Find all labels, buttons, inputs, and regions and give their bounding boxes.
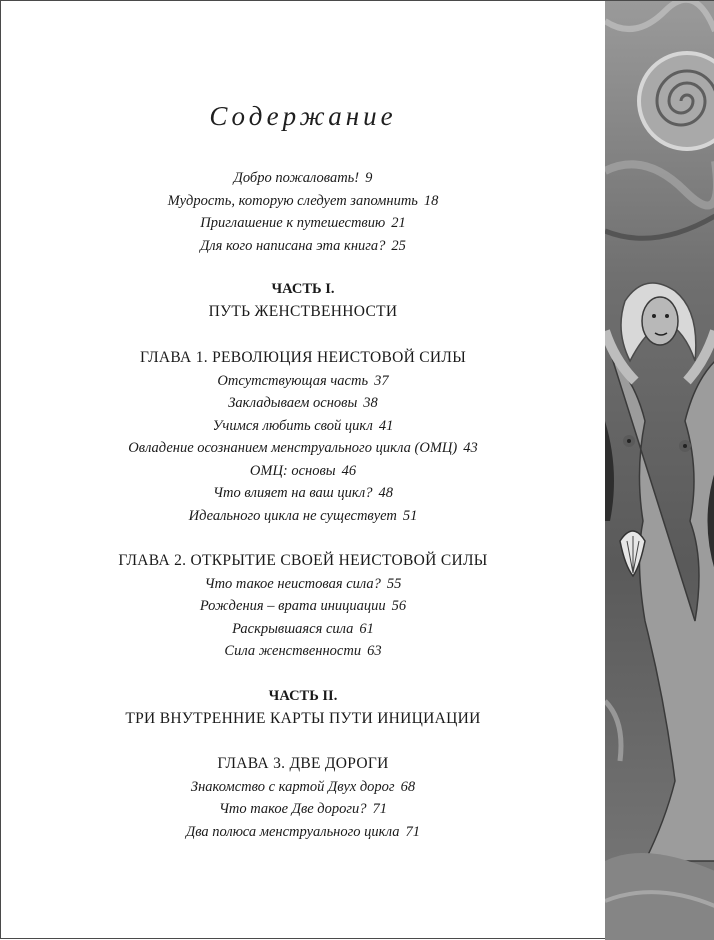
toc-entry-page: 63 <box>367 643 382 659</box>
toc-entry[interactable] <box>1 619 605 639</box>
toc-entry-page: 46 <box>341 463 357 479</box>
chapter-title[interactable]: ГЛАВА 1. РЕВОЛЮЦИЯ НЕИСТОВОЙ СИЛЫ <box>139 349 467 366</box>
toc-entry[interactable] <box>1 777 605 797</box>
toc-entry-text: Идеального цикла не существует <box>188 508 397 524</box>
toc-entry-text: Рождения – врата инициации <box>199 598 386 614</box>
toc-entry-page: 56 <box>391 598 407 614</box>
toc-entry-text: Сила женственности <box>224 643 362 659</box>
toc-entry-page: 55 <box>386 576 402 592</box>
toc-entry-text: Что влияет на ваш цикл? <box>212 485 373 501</box>
toc-entry-page: 48 <box>378 485 393 501</box>
part-title[interactable]: ПУТЬ ЖЕНСТВЕННОСТИ <box>208 303 398 320</box>
toc-entry-page: 37 <box>374 373 389 389</box>
painted-figure-illustration <box>605 1 714 940</box>
part-title[interactable]: ТРИ ВНУТРЕННИЕ КАРТЫ ПУТИ ИНИЦИАЦИИ <box>125 710 481 727</box>
toc-entry-page: 71 <box>405 824 420 840</box>
illustration-strip <box>605 1 714 940</box>
toc-entry[interactable] <box>1 799 605 819</box>
toc-entry-page: 38 <box>363 395 378 411</box>
toc-entry[interactable] <box>1 393 605 413</box>
toc-entry[interactable] <box>1 236 605 256</box>
toc-entry[interactable] <box>1 574 605 594</box>
toc-entry-text: Овладение осознанием менструального цикла (ОМЦ) <box>128 440 458 456</box>
toc-entry[interactable] <box>1 483 605 503</box>
chapter-title[interactable]: ГЛАВА 3. ДВЕ ДОРОГИ <box>217 755 389 772</box>
toc-entry[interactable] <box>1 416 605 436</box>
toc-entry-text: ОМЦ: основы <box>249 463 336 479</box>
toc-entry-text: Что такое неистовая сила? <box>204 576 381 592</box>
toc-entry[interactable] <box>1 461 605 481</box>
toc-entry[interactable] <box>1 168 605 188</box>
toc-entry-page: 25 <box>391 238 406 254</box>
toc-entry[interactable] <box>1 596 605 616</box>
toc-entry-text: Приглашение к путешествию <box>200 215 386 231</box>
toc-entry-text: Отсутствующая часть <box>217 373 369 389</box>
toc-entry-text: Закладываем основы <box>228 395 358 411</box>
part-label: ЧАСТЬ II. <box>268 688 338 704</box>
toc-entry-text: Раскрывшаяся сила <box>232 621 354 637</box>
page-title: Содержание <box>209 101 397 131</box>
chapter-title[interactable]: ГЛАВА 2. ОТКРЫТИЕ СВОЕЙ НЕИСТОВОЙ СИЛЫ <box>118 552 488 569</box>
toc-entry[interactable] <box>1 506 605 526</box>
toc-entry[interactable] <box>1 371 605 391</box>
toc-entry-text: Учимся любить свой цикл <box>212 418 373 434</box>
part-label: ЧАСТЬ I. <box>271 281 335 297</box>
toc-entry[interactable] <box>1 191 605 211</box>
toc-entry-page: 21 <box>391 215 406 231</box>
toc-content <box>1 1 605 940</box>
toc-entry-text: Два полюса менструального цикла <box>186 824 400 840</box>
toc-entry-page: 43 <box>463 440 478 456</box>
toc-entry-text: Мудрость, которую следует запомнить <box>167 193 418 209</box>
toc-entry-text: Что такое Две дороги? <box>218 801 367 817</box>
toc-entry-page: 41 <box>378 418 394 434</box>
toc-entry[interactable] <box>1 641 605 661</box>
toc-entry-text: Добро пожаловать! <box>233 170 360 186</box>
toc-entry-page: 61 <box>359 621 374 637</box>
toc-entry[interactable] <box>1 213 605 233</box>
toc-entry-page: 68 <box>400 779 416 795</box>
toc-entry-page: 9 <box>365 170 373 186</box>
toc-entry-text: Знакомство с картой Двух дорог <box>190 779 395 795</box>
toc-entry-page: 51 <box>402 508 418 524</box>
toc-entry[interactable] <box>1 438 605 458</box>
toc-entry-text: Для кого написана эта книга? <box>200 238 386 254</box>
toc-entry-page: 18 <box>423 193 439 209</box>
toc-entry-page: 71 <box>372 801 388 817</box>
toc-entry[interactable] <box>1 822 605 842</box>
